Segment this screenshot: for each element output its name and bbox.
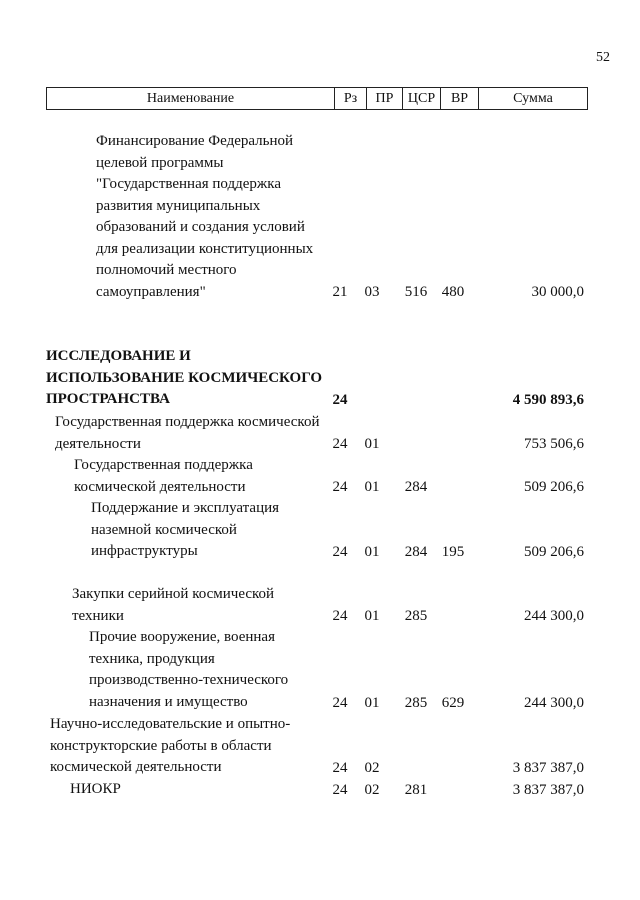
cell-rz: 24 xyxy=(332,694,348,711)
row-name-line: производственно-технического xyxy=(89,672,289,688)
cell-sum: 753 506,6 xyxy=(524,435,584,452)
row-name-line: полномочий местного xyxy=(96,262,237,278)
cell-csr: 516 xyxy=(404,283,428,300)
row-name-line: ИСПОЛЬЗОВАНИЕ КОСМИЧЕСКОГО xyxy=(46,369,323,386)
table-row xyxy=(0,584,640,627)
table-row xyxy=(0,498,640,563)
header-csr: ЦСР xyxy=(403,88,441,109)
table-row xyxy=(0,455,640,498)
header-pr: ПР xyxy=(367,88,403,109)
row-name-line: Государственная поддержка xyxy=(74,457,253,473)
cell-pr: 01 xyxy=(364,478,380,495)
cell-pr: 01 xyxy=(364,694,380,711)
cell-rz: 24 xyxy=(332,543,348,560)
cell-pr: 01 xyxy=(364,543,380,560)
table-header xyxy=(46,87,588,110)
row-name-line: ПРОСТРАНСТВА xyxy=(46,391,170,407)
cell-csr: 285 xyxy=(404,694,428,711)
cell-rz: 24 xyxy=(332,391,348,408)
row-name-line: инфраструктуры xyxy=(91,543,198,559)
row-name-line: наземной космической xyxy=(91,521,237,538)
row-name-line: НИОКР xyxy=(70,781,121,797)
cell-rz: 24 xyxy=(332,607,348,624)
section-heading xyxy=(46,346,322,411)
row-name-line: Закупки серийной космической xyxy=(72,586,275,602)
cell-csr: 281 xyxy=(404,781,428,798)
cell-pr: 01 xyxy=(364,435,380,452)
row-name xyxy=(50,714,290,779)
row-name-line: техника, продукция xyxy=(89,650,215,667)
header-sum: Сумма xyxy=(513,90,553,106)
cell-rz: 24 xyxy=(332,478,348,495)
cell-pr: 02 xyxy=(364,781,380,798)
cell-csr: 284 xyxy=(404,478,428,495)
row-name-line: Государственная поддержка космической xyxy=(55,414,320,430)
row-name-line: для реализации конституционных xyxy=(96,240,314,257)
row-name xyxy=(96,131,313,303)
row-name xyxy=(55,412,319,455)
row-name xyxy=(70,779,121,801)
cell-rz: 21 xyxy=(332,283,348,300)
header-name: Наименование xyxy=(47,88,335,109)
cell-rz: 24 xyxy=(332,781,348,798)
row-name-line: техники xyxy=(72,607,124,624)
row-name-line: образований и создания условий xyxy=(96,219,305,235)
cell-vr: 480 xyxy=(441,283,465,300)
cell-sum: 509 206,6 xyxy=(524,478,584,495)
row-name-line: Прочие вооружение, военная xyxy=(89,629,275,645)
cell-sum: 3 837 387,0 xyxy=(512,781,584,798)
cell-sum: 509 206,6 xyxy=(524,543,584,560)
row-name xyxy=(91,498,279,563)
row-name-line: деятельности xyxy=(55,435,141,452)
cell-sum: 244 300,0 xyxy=(524,694,584,711)
row-name-line: самоуправления" xyxy=(96,283,206,300)
cell-pr: 03 xyxy=(364,283,380,300)
table-row xyxy=(0,412,640,455)
cell-pr: 02 xyxy=(364,759,380,776)
cell-sum: 30 000,0 xyxy=(531,283,584,300)
row-name-line: целевой программы xyxy=(96,154,224,171)
row-name xyxy=(72,584,274,627)
cell-csr: 284 xyxy=(404,543,428,560)
row-name-line: конструкторские работы в области xyxy=(50,737,272,754)
header-rz: Рз xyxy=(335,88,367,109)
row-name-line: космической деятельности xyxy=(50,759,222,775)
row-name-line: развития муниципальных xyxy=(96,197,261,214)
cell-vr: 629 xyxy=(441,694,465,711)
table-row xyxy=(0,627,640,714)
row-name xyxy=(89,627,288,713)
table-row xyxy=(0,346,640,411)
cell-sum: 3 837 387,0 xyxy=(512,759,584,776)
header-vr: ВР xyxy=(441,88,479,109)
row-name-line: "Государственная поддержка xyxy=(96,176,281,192)
table-row xyxy=(0,779,640,801)
cell-rz: 24 xyxy=(332,759,348,776)
row-name-line: Поддержание и эксплуатация xyxy=(91,500,280,516)
row-name-line: назначения и имущество xyxy=(89,693,248,710)
page-number: 52 xyxy=(596,50,610,65)
cell-sum: 244 300,0 xyxy=(524,607,584,624)
row-name xyxy=(74,455,253,498)
table-row xyxy=(0,714,640,779)
cell-rz: 24 xyxy=(332,435,348,452)
row-name-line: Финансирование Федеральной xyxy=(96,133,294,149)
row-name-line: космической деятельности xyxy=(74,478,246,495)
row-name-line: Научно-исследовательские и опытно- xyxy=(50,716,291,732)
cell-sum: 4 590 893,6 xyxy=(512,391,584,408)
row-name-line: ИССЛЕДОВАНИЕ И xyxy=(46,348,191,364)
table-row xyxy=(0,131,640,303)
cell-pr: 01 xyxy=(364,607,380,624)
cell-vr: 195 xyxy=(441,543,465,560)
cell-csr: 285 xyxy=(404,607,428,624)
